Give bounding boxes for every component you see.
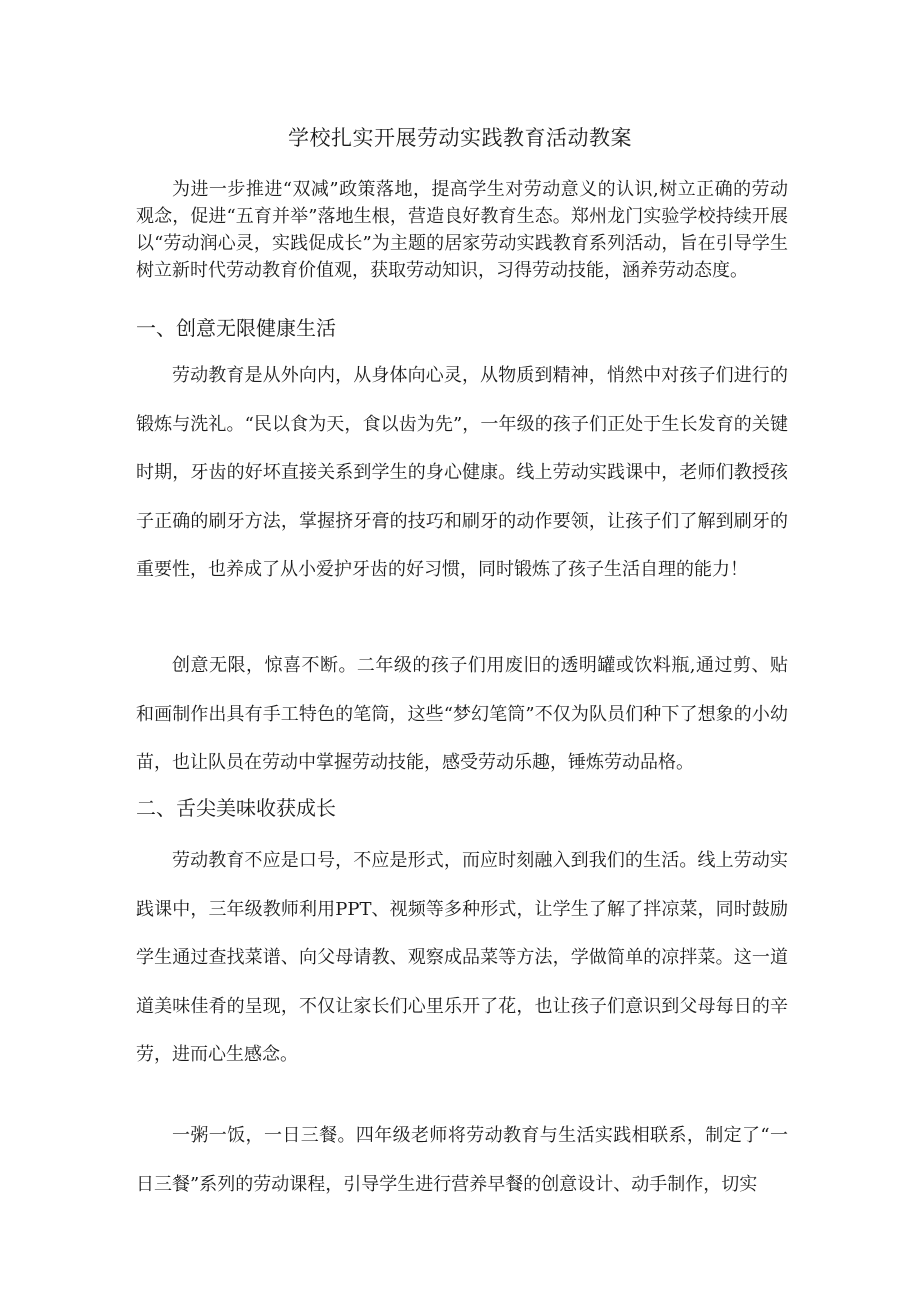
section-1-paragraph-1: 劳动教育是从外向内，从身体向心灵，从物质到精神，悄然中对孩子们进行的锻炼与洗礼。“民以食为天，食以齿为先”，一年级的孩子们正处于生长发育的关键时期，牙齿的好坏直接关系到学生的身心健康。线上劳动实践课中，老师们教授孩子正确的刷牙方法，掌握挤牙膏的技巧和刷牙的动作要领，让孩子们了解到刷牙的重要性，也养成了从小爱护牙齿的好习惯，同时锻炼了孩子生活自理的能力！ <box>136 365 788 580</box>
section-2-paragraph-2: 一粥一饭，一日三餐。四年级老师将劳动教育与生活实践相联系，制定了“一日三餐”系列的劳动课程，引导学生进行营养早餐的创意设计、动手制作，切实 <box>136 1125 788 1195</box>
document-title: 学校扎实开展劳动实践教育活动教案 <box>288 126 632 150</box>
section-1-paragraph-2: 创意无限，惊喜不断。二年级的孩子们用废旧的透明罐或饮料瓶,通过剪、贴和画制作出具有手工特色的笔筒，这些“梦幻笔筒”不仅为队员们种下了想象的小幼苗，也让队员在劳动中掌握劳动技能，感受劳动乐趣，锤炼劳动品格。 <box>136 655 788 773</box>
section-2-paragraph-1: 劳动教育不应是口号，不应是形式，而应时刻融入到我们的生活。线上劳动实践课中，三年级教师利用PPT、视频等多种形式，让学生了解了拌凉菜，同时鼓励学生通过查找菜谱、向父母请教、观察成品菜等方法，学做简单的凉拌菜。这一道道美味佳肴的呈现，不仅让家长们心里乐开了花，也让孩子们意识到父母每日的辛劳，进而心生感念。 <box>136 850 788 1065</box>
section-heading-2: 二、舌尖美味收获成长 <box>136 796 336 820</box>
intro-paragraph: 为进一步推进“双减”政策落地，提高学生对劳动意义的认识,树立正确的劳动观念，促进“五育并举”落地生根，营造良好教育生态。郑州龙门实验学校持续开展以“劳动润心灵，实践促成长”为主题的居家劳动实践教育系列活动，旨在引导学生树立新时代劳动教育价值观，获取劳动知识，习得劳动技能，涵养劳动态度。 <box>136 179 788 281</box>
section-heading-1: 一、创意无限健康生活 <box>136 316 336 340</box>
